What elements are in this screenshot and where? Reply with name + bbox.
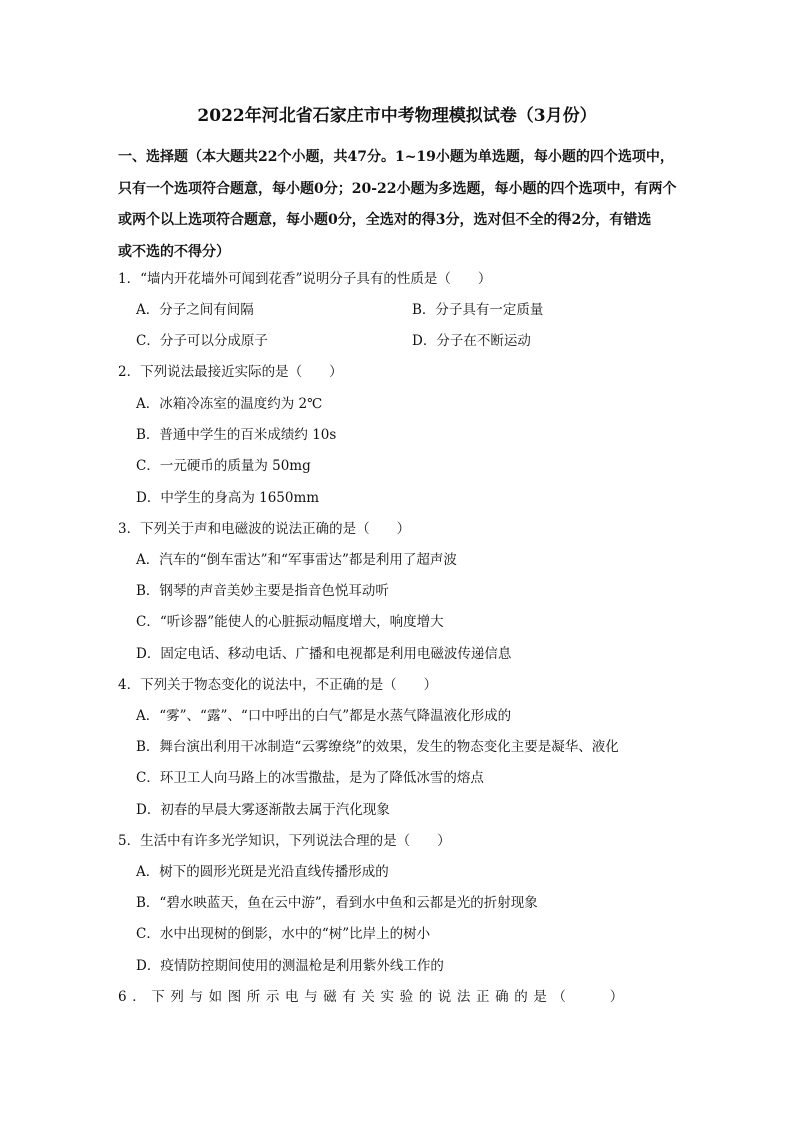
question-1-option-a: A．分子之间有间隔 (136, 302, 254, 318)
question-6-stem: 6．下列与如图所示电与磁有关实验的说法正确的是（ ） (118, 989, 629, 1005)
section-line-4: 或不选的不得分） (118, 243, 230, 260)
question-3-option-c: C．“听诊器”能使人的心脏振动幅度增大，响度增大 (136, 614, 444, 630)
question-2-option-c: C．一元硬币的质量为 50mg (136, 458, 311, 474)
question-3-stem: 3．下列关于声和电磁波的说法正确的是（ ） (118, 521, 411, 537)
question-1-option-b: B．分子具有一定质量 (412, 302, 544, 318)
question-5-option-b: B．“碧水映蓝天，鱼在云中游”，看到水中鱼和云都是光的折射现象 (136, 895, 538, 911)
question-4-option-c: C．环卫工人向马路上的冰雪撒盐，是为了降低冰雪的熔点 (136, 770, 484, 786)
section-line-2: 只有一个选项符合题意，每小题0分；20-22小题为多选题，每小题的四个选项中，有两个 (118, 180, 677, 197)
exam-title: 2022年河北省石家庄市中考物理模拟试卷（3月份） (197, 106, 597, 126)
question-2-stem: 2．下列说法最接近实际的是（ ） (118, 364, 343, 380)
question-4-stem: 4．下列关于物态变化的说法中，不正确的是（ ） (118, 677, 438, 693)
question-5-option-a: A．树下的圆形光斑是光沿直线传播形成的 (136, 864, 389, 880)
question-2-option-b: B．普通中学生的百米成绩约 10s (136, 427, 337, 443)
question-4-option-a: A．“雾”、“露”、“口中呼出的白气”都是水蒸气降温液化形成的 (136, 708, 512, 724)
question-3-option-a: A．汽车的“倒车雷达”和“军事雷达”都是利用了超声波 (136, 552, 457, 568)
question-5-stem: 5．生活中有许多光学知识，下列说法合理的是（ ） (118, 833, 451, 849)
question-1-option-d: D．分子在不断运动 (412, 333, 531, 349)
question-4-option-d: D．初春的早晨大雾逐渐散去属于汽化现象 (136, 802, 390, 818)
question-5-option-c: C．水中出现树的倒影，水中的“树”比岸上的树小 (136, 926, 431, 942)
section-instructions (118, 142, 678, 268)
question-1-stem: 1．“墙内开花墙外可闻到花香”说明分子具有的性质是（ ） (118, 271, 492, 287)
question-4-option-b: B．舞台演出利用干冰制造“云雾缭绕”的效果，发生的物态变化主要是凝华、液化 (136, 739, 619, 755)
question-2-option-d: D．中学生的身高为 1650mm (136, 490, 320, 506)
question-1-option-c: C．分子可以分成原子 (136, 333, 268, 349)
question-3-option-b: B．钢琴的声音美妙主要是指音色悦耳动听 (136, 583, 389, 599)
section-line-3: 或两个以上选项符合题意，每小题0分，全选对的得3分，选对但不全的得2分，有错选 (118, 212, 652, 228)
question-5-option-d: D．疫情防控期间使用的测温枪是利用紫外线工作的 (136, 958, 444, 974)
question-3-option-d: D．固定电话、移动电话、广播和电视都是利用电磁波传递信息 (136, 646, 512, 662)
section-line-1: 一、选择题（本大题共22个小题，共47分。1~19小题为单选题，每小题的四个选项中， (118, 149, 674, 165)
question-2-option-a: A．冰箱冷冻室的温度约为 2℃ (136, 396, 323, 412)
